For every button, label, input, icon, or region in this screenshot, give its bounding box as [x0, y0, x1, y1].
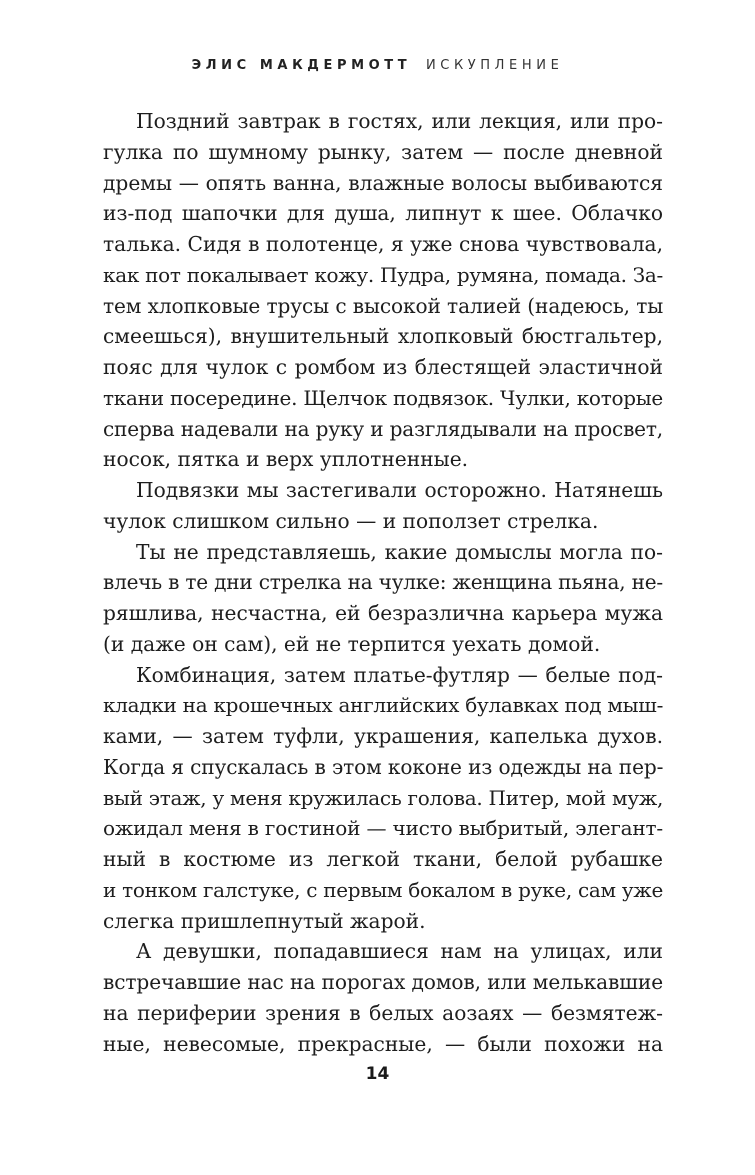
text-line: ками, — затем туфли, украшения, капелька духов.	[103, 724, 663, 748]
text-line: ный в костюме из легкой ткани, белой рубашке	[103, 847, 663, 871]
text-line: влечь в те дни стрелка на чулке: женщина пьяна, не-	[103, 570, 663, 595]
paragraph	[103, 936, 663, 1059]
text-line: и тонком галстуке, с первым бокалом в руке, сам уже	[103, 877, 663, 902]
text-line: ожидал меня в гостиной — чисто выбритый, элегант-	[103, 816, 663, 841]
text-line: ткани посередине. Щелчок подвязок. Чулки, которые	[103, 385, 663, 410]
text-line: смеешься), внушительный хлопковый бюстгальтер,	[103, 324, 663, 349]
text-line: из-под шапочки для душа, липнут к шее. Облачко	[103, 201, 663, 226]
text-line: сперва надевали на руку и разглядывали на просвет,	[103, 416, 663, 441]
text-line: дремы — опять ванна, влажные волосы выбиваются	[103, 170, 663, 195]
text-line: Подвязки мы застегивали осторожно. Натянешь	[136, 478, 663, 502]
text-line: Когда я спускалась в этом коконе из одежды на пер-	[103, 754, 664, 779]
text-line: Поздний завтрак в гостях, или лекция, или про-	[136, 109, 663, 133]
text-line: чулок слишком сильно — и поползет стрелка.	[103, 508, 599, 533]
running-head-title: ИСКУПЛЕНИЕ	[425, 58, 564, 73]
text-line: кладки на крошечных английских булавках под мыш-	[103, 693, 664, 718]
text-line: как пот покалывает кожу. Пудра, румяна, помада. За-	[103, 262, 663, 287]
text-line: ряшлива, несчастна, ей безразлична карьера мужа	[103, 601, 663, 625]
text-line: ные, невесомые, прекрасные, — были похожи на	[103, 1031, 663, 1056]
text-line: носок, пятка и верх уплотненные.	[103, 447, 469, 472]
paragraph	[103, 660, 663, 937]
paragraph	[103, 106, 663, 475]
text-line: тем хлопковые трусы с высокой талией (надеюсь, ты	[103, 293, 664, 318]
text-line: Ты не представляешь, какие домыслы могла по-	[136, 539, 663, 564]
paragraph	[103, 475, 663, 537]
text-line: пояс для чулок с ромбом из блестящей эластичной	[103, 355, 663, 379]
running-head	[0, 58, 755, 73]
running-head-author: ЭЛИС МАКДЕРМОТТ	[191, 58, 412, 73]
text-line: на периферии зрения в белых аозаях — безмятеж-	[103, 1000, 663, 1025]
text-line: талька. Сидя в полотенце, я уже снова чувствовала,	[103, 232, 663, 256]
body-text	[103, 106, 663, 1059]
page-number: 14	[365, 1064, 390, 1084]
text-line: гулка по шумному рынку, затем — после дневной	[103, 139, 663, 164]
text-line: встречавшие нас на порогах домов, или мелькавшие	[103, 970, 663, 994]
text-line: Комбинация, затем платье-футляр — белые под-	[136, 662, 663, 687]
text-line: (и даже он сам), ей не терпится уехать домой.	[103, 631, 601, 656]
text-line: слегка пришлепнутый жарой.	[103, 908, 426, 933]
text-line: А девушки, попадавшиеся нам на улицах, или	[136, 939, 663, 964]
paragraph	[103, 537, 663, 660]
text-line: вый этаж, у меня кружилась голова. Питер, мой муж,	[103, 785, 664, 810]
